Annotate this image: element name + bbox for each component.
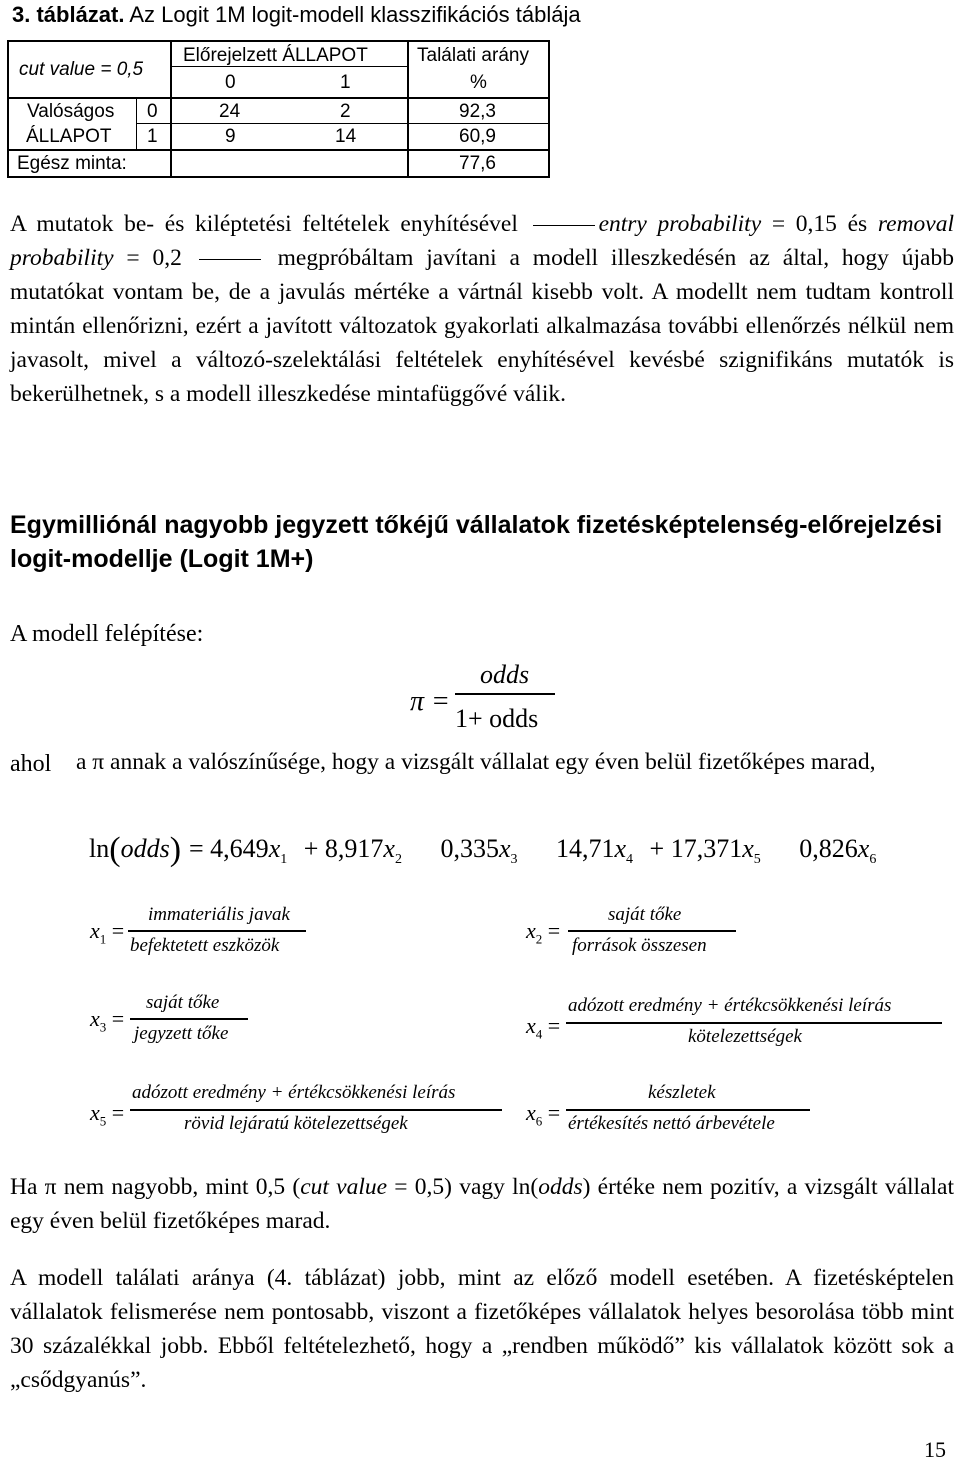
x3-numerator: saját tőke (146, 992, 220, 1013)
table-caption-number: 3. táblázat. (12, 2, 125, 27)
x6-numerator: készletek (648, 1082, 716, 1103)
text: = 0,15 és (761, 211, 878, 237)
var: x (614, 834, 627, 863)
cell-count: 24 (219, 101, 241, 122)
sub: 2 (535, 931, 543, 947)
sub: 4 (626, 852, 634, 868)
text: Ha π nem nagyobb, mint 0,5 ( (10, 1174, 301, 1200)
x5-numerator: adózott eredmény + értékcsökkenési leírás (132, 1082, 456, 1103)
cell-count: 9 (225, 126, 236, 147)
var: x (857, 834, 870, 863)
var: x (742, 834, 754, 863)
x4-fraction-line (566, 1022, 942, 1024)
var: x (526, 1100, 536, 1125)
x6-fraction-line (566, 1109, 810, 1111)
eq: = (111, 1100, 125, 1125)
ahol-label: ahol (10, 751, 52, 777)
x1-numerator: immateriális javak (148, 904, 290, 925)
cell-count: 2 (340, 101, 351, 122)
section-heading: Egymilliónál nagyobb jegyzett tőkéjű vállalatok fizetésképtelenség-előrejelzési logit-modellje (Logit 1M+) (10, 511, 943, 573)
odds-text: odds (120, 834, 170, 863)
cut-value: cut value (300, 1174, 388, 1200)
sub: 3 (99, 1019, 107, 1035)
dash (199, 259, 261, 260)
coef: 0,335 (440, 834, 499, 863)
sub: 6 (535, 1113, 543, 1129)
coef: 14,71 (556, 834, 615, 863)
cell-rate: 92,3 (459, 101, 496, 122)
coef: 0,826 (799, 834, 858, 863)
var: x (526, 918, 536, 943)
x2-numerator: saját tőke (608, 904, 682, 925)
actual-state-label: Valóságos (27, 101, 115, 122)
sub: 5 (99, 1113, 107, 1129)
eq: = (111, 918, 125, 943)
text: = 0,5) vagy ln( (387, 1174, 539, 1200)
sub: 5 (753, 852, 761, 868)
var: x (90, 1006, 100, 1031)
ln-text: ln (89, 834, 110, 863)
actual-state-label-2: ÁLLAPOT (26, 126, 112, 147)
x3-fraction-line (130, 1018, 248, 1020)
row-state: 1 (147, 126, 158, 147)
cell-count: 14 (335, 126, 357, 147)
sub: 3 (510, 852, 518, 868)
total-rate: 77,6 (459, 153, 496, 174)
classification-table (7, 40, 550, 178)
sub: 2 (394, 852, 402, 868)
predicted-1-header: 1 (340, 72, 351, 93)
model-intro: A modell felépítése: (10, 621, 204, 647)
x6-denominator: értékesítés nettó árbevétele (568, 1113, 775, 1134)
page-number: 15 (924, 1437, 946, 1462)
x2-fraction-line (568, 930, 736, 932)
predicted-state-header: Előrejelzett ÁLLAPOT (183, 45, 368, 66)
text: = 0,2 (113, 245, 195, 271)
ratio-x6 (526, 1102, 560, 1127)
pi-numerator: odds (480, 660, 530, 689)
x1-fraction-line (128, 930, 306, 932)
pi-denominator: 1+ odds (455, 704, 539, 733)
paragraph-decision-rule (10, 1170, 954, 1238)
x2-denominator: források összesen (572, 935, 707, 956)
text: megpróbáltam javítani a modell illeszkedésén az által, hogy újabb mutatókat vontam be, de a javulás mértéke a vártnál kisebb volt. A modellt nem tudtam kontroll mintán ellenőrizni, ezért a javított változatok gyakorlati alkalmazása további ellenőrzés nélkül nem javasolt, mivel a változó-szelektálási feltételek enyhítésével kevésbé szignifikáns mutatók is bekerülhetnek, s a modell illeszkedése mintafüggővé válik. (10, 245, 954, 407)
x3-denominator: jegyzett tőke (134, 1023, 229, 1044)
removal-probability: removal probability (10, 211, 954, 271)
var: x (90, 1100, 100, 1125)
ratio-x2 (526, 920, 560, 945)
x4-denominator: kötelezettségek (688, 1026, 802, 1047)
ratio-x1 (90, 920, 124, 945)
var: x (526, 1013, 536, 1038)
x4-numerator: adózott eredmény + értékcsökkenési leírás (568, 995, 892, 1016)
eq: = (547, 1013, 561, 1038)
cell-rate: 60,9 (459, 126, 496, 147)
text: ) értéke nem pozitív, a vizsgált vállalat egy éven belül fizetőképes marad. (10, 1174, 954, 1234)
paragraph-hit-rate: A modell találati aránya (4. táblázat) jobb, mint az előző modell esetében. A fizetésképtelen vállalatok felismerése nem pontosabb, viszont a fizetőképes vállalatok helyes besorolása több mint 30 százalékkal jobb. Ebből feltételezhető, hogy a „rendben működő” kis vállalatok között sok a „csődgyanús”. (10, 1265, 954, 1393)
ln-formula: ln(odds) = $4,649x_1 + 8,917x_2$ $0,335x_3$ $14,71x_4 + 17,371x_5$ $0,826x_6$ (89, 831, 877, 868)
dash (533, 225, 595, 226)
table-caption (12, 2, 581, 28)
ratio-x3 (90, 1008, 124, 1033)
predicted-0-header: 0 (225, 72, 236, 93)
sub: 4 (535, 1026, 543, 1042)
var: x (268, 834, 281, 863)
paragraph-threshold-note (10, 207, 954, 411)
sub: 6 (869, 852, 877, 868)
coef: + 17,371 (649, 834, 743, 863)
var: x (498, 834, 511, 863)
var: x (90, 918, 100, 943)
row-state: 0 (147, 101, 158, 122)
x5-denominator: rövid lejáratú kötelezettségek (184, 1113, 408, 1134)
var: x (383, 834, 395, 863)
ratio-x4 (526, 1015, 560, 1040)
hit-rate-header: Találati arány (417, 45, 529, 66)
sub: 1 (280, 852, 288, 868)
table-caption-title: Az Logit 1M logit-modell klasszifikációs táblája (124, 2, 581, 27)
text: A mutatok be- és kiléptetési feltételek enyhítésével (10, 211, 529, 237)
pi-fraction-line (455, 693, 555, 695)
constant: = 4,649 (189, 834, 269, 863)
cut-value-label: cut value = 0,5 (19, 59, 144, 80)
ratio-x5 (90, 1102, 124, 1127)
sub: 1 (99, 931, 107, 947)
pi-lhs: π = (410, 686, 450, 717)
coef: + 8,917 (303, 834, 384, 863)
pi-definition: a π annak a valószínűsége, hogy a vizsgált vállalat egy éven belül fizetőképes marad, (76, 749, 876, 775)
eq: = (547, 1100, 561, 1125)
eq: = (547, 918, 561, 943)
hit-rate-unit: % (470, 72, 487, 93)
eq: = (111, 1006, 125, 1031)
odds: odds (538, 1174, 583, 1200)
entry-probability: entry probability (598, 211, 762, 237)
x1-denominator: befektetett eszközök (130, 935, 280, 956)
x5-fraction-line (130, 1109, 502, 1111)
total-label: Egész minta: (17, 153, 127, 174)
